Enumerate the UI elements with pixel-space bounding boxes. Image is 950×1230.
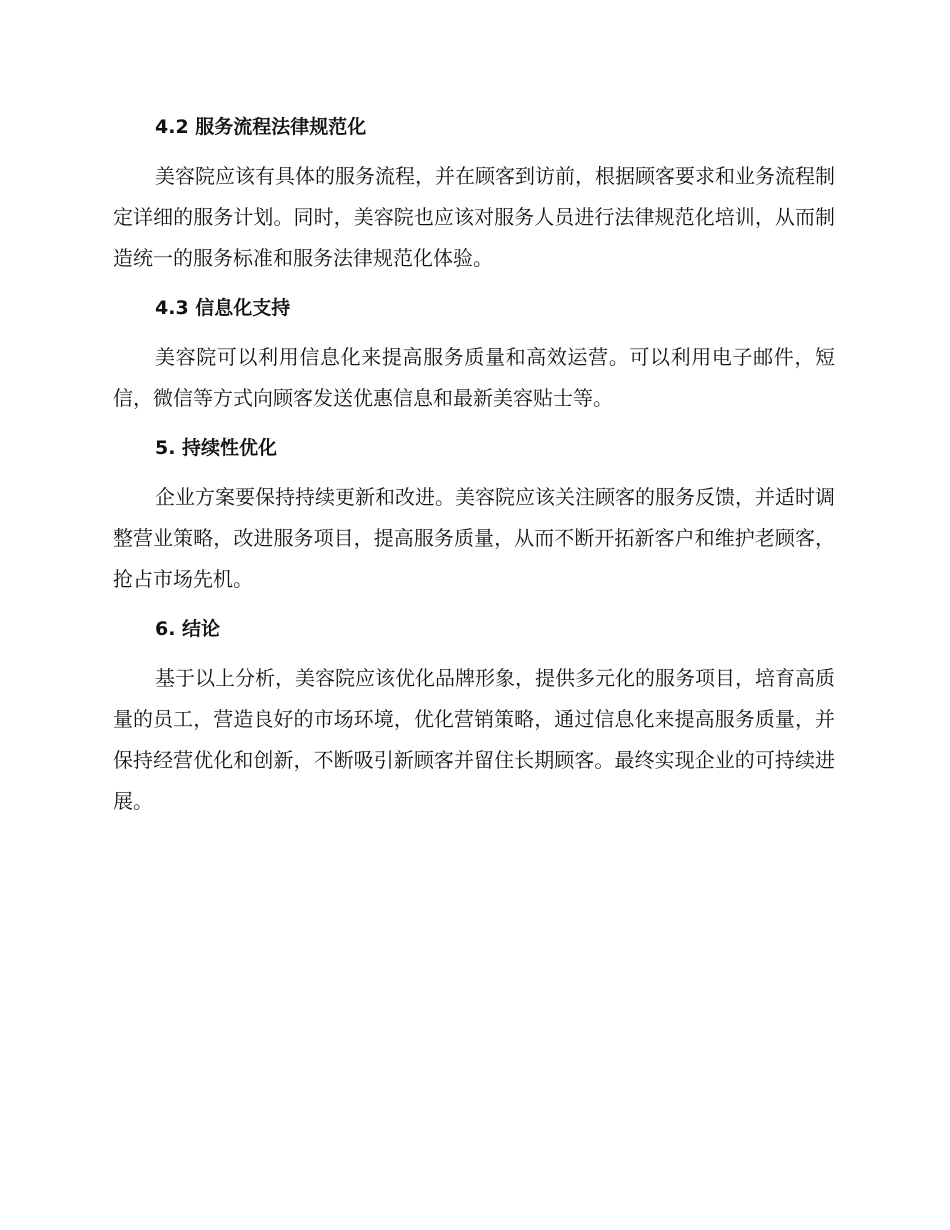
section-body-4-3: 美容院可以利用信息化来提高服务质量和高效运营。可以利用电子邮件，短信，微信等方式向顾客发送优惠信息和最新美容贴士等。: [113, 345, 835, 410]
section-heading-4-2: 4.2 服务流程法律规范化: [155, 116, 367, 138]
section-body-4-2: 美容院应该有具体的服务流程，并在顾客到访前，根据顾客要求和业务流程制定详细的服务计划。同时，美容院也应该对服务人员进行法律规范化培训，从而制造统一的服务标准和服务法律规范化体验。: [113, 164, 835, 270]
section-heading-6: 6. 结论: [155, 618, 221, 640]
section-heading-5: 5. 持续性优化: [155, 437, 278, 459]
document-content: [113, 108, 835, 832]
section-heading-4-3: 4.3 信息化支持: [155, 297, 291, 319]
section-body-5: 企业方案要保持持续更新和改进。美容院应该关注顾客的服务反馈，并适时调整营业策略，改进服务项目，提高服务质量，从而不断开拓新客户和维护老顾客，抢占市场先机。: [113, 485, 835, 591]
section-body-6: 基于以上分析，美容院应该优化品牌形象，提供多元化的服务项目，培育高质量的员工，营造良好的市场环境，优化营销策略，通过信息化来提高服务质量，并保持经营优化和创新，不断吸引新顾客并留住长期顾客。最终实现企业的可持续进展。: [113, 666, 835, 813]
